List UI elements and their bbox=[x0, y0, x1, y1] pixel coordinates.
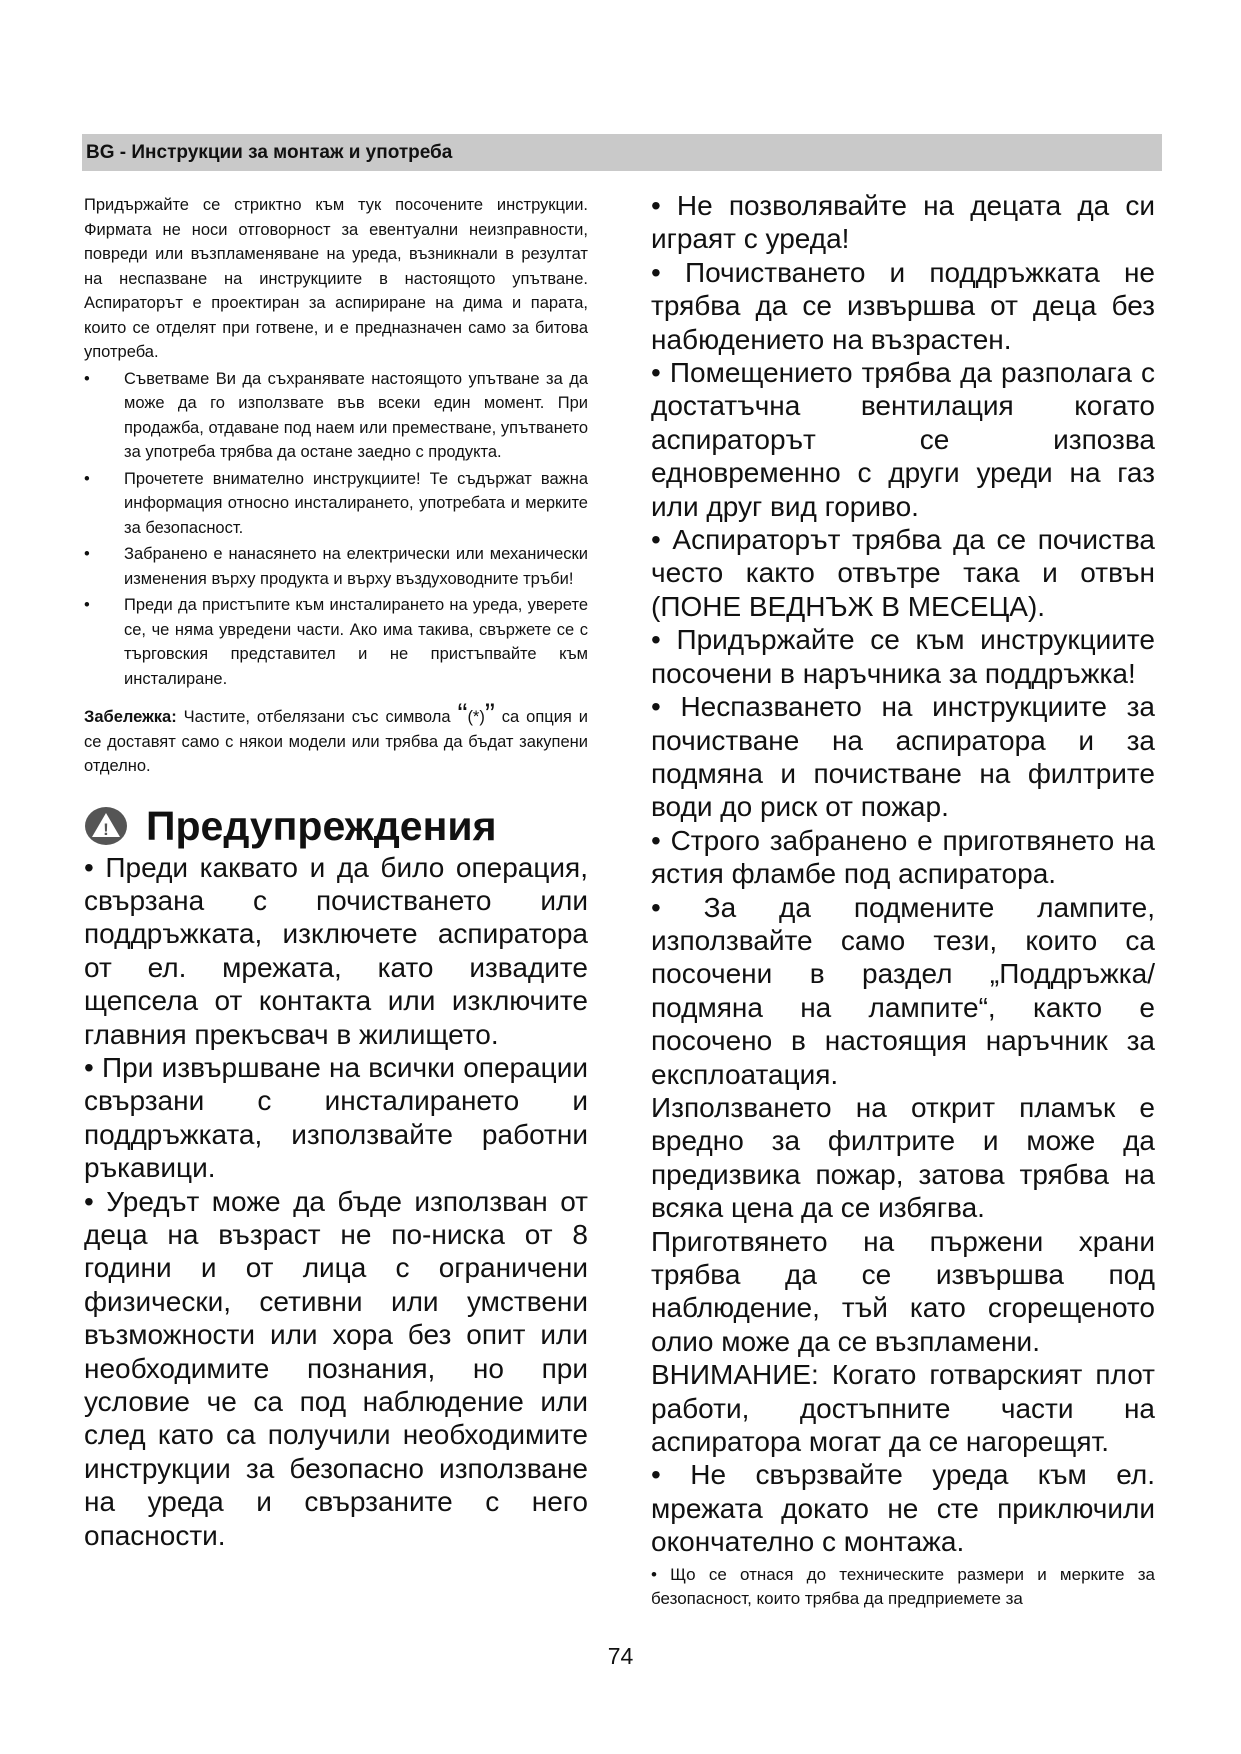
warning-icon bbox=[84, 806, 128, 846]
note-paragraph bbox=[84, 698, 589, 779]
bullet-glyph: • bbox=[84, 369, 90, 388]
bullet-glyph: • bbox=[84, 469, 90, 488]
list-item bbox=[84, 467, 588, 541]
warning-paragraph: • Не позволявайте на децата да си играят с уреда! bbox=[651, 190, 1155, 255]
warning-paragraph: • При извършване на всички операции свързани с инсталирането и поддръжката, използвайте работни ръкавици. bbox=[84, 1051, 588, 1184]
section-header bbox=[82, 134, 1162, 171]
warning-paragraph: • Преди каквато и да било операция, свързана с почистването или поддръжката, изключете аспиратора от ел. мрежата, като извадите щепсела от контакта или изключите главния прекъсвач в жилището. bbox=[84, 851, 588, 1050]
list-item bbox=[84, 593, 588, 691]
list-item-text: Забранено е нанасянето на електрически или механически изменения върху продукта и върху въздуховодните тръби! bbox=[124, 545, 588, 588]
intro-paragraph bbox=[84, 193, 588, 365]
header-title: BG - Инструкции за монтаж и употреба bbox=[86, 142, 453, 163]
warning-paragraph: • Уредът може да бъде използван от деца на възраст не по-ниска от 8 години и от лица с ограничени физически, сетивни или умствени възможности или хора без опит или необходимите познания, но при условие че са под наблюдение или след като са получили необходимите инструкции за безопасно използване на уреда и свързаните с него опасности. bbox=[84, 1185, 588, 1551]
note-text-after: са опция и се доставят само с някои модели или трябва да бъдат закупени отделно. bbox=[84, 708, 589, 775]
warning-paragraph: ВНИМАНИЕ: Когато готварският плот работи, достъпните части на аспиратора могат да се нагорещят. bbox=[651, 1359, 1155, 1458]
bullet-glyph: • bbox=[84, 596, 90, 614]
warnings-heading bbox=[84, 801, 588, 851]
note-text-before: Частите, отбелязани със символа bbox=[183, 708, 451, 726]
left-column bbox=[84, 193, 588, 1552]
list-item bbox=[84, 367, 588, 465]
warning-paragraph: • Почистването и поддръжката не трябва да се извършва от деца без набюдението на възрастен. bbox=[651, 256, 1155, 355]
warning-icon-glyph: ! bbox=[103, 819, 109, 839]
bullet-glyph: • bbox=[84, 545, 90, 563]
small-bullet-list bbox=[84, 367, 588, 692]
intro-text: Придържайте се стриктно към тук посочените инструкции. Фирмата не носи отговорност за евентуални неизправности, повреди или възпламеняване на уреда, възникнали в резултат на неспазване на инструкциите в настоящото упътване. Аспираторът е проектиран за аспириране на дима и парата, които се отделят при готвене, и е предназначен само за битова употреба. bbox=[84, 196, 588, 361]
list-item-text: Преди да пристъпите към инсталирането на уреда, уверете се, че няма увредени части. Ако има такива, свържете се с търговския представител и не пристъпвайте към инсталиране. bbox=[124, 596, 588, 688]
warning-paragraph: • Не свързвайте уреда към ел. мрежата докато не сте приключили окончателно с монтажа. bbox=[651, 1459, 1155, 1558]
warning-paragraph: • Неспазването на инструкциите за почистване на аспиратора и за подмяна и почистване на филтрите води до риск от пожар. bbox=[651, 691, 1155, 823]
warnings-left-text bbox=[84, 851, 588, 1553]
list-item bbox=[84, 542, 588, 591]
warning-paragraph: Използването на открит пламък е вредно за филтрите и може да предизвика пожар, затова трябва на всяка цена да се избягва. bbox=[651, 1091, 1155, 1224]
warning-paragraph: Приготвянето на пържени храни трябва да се извършва под наблюдение, тъй като сгорещеното олио може да се възпламени. bbox=[651, 1225, 1155, 1357]
right-column bbox=[651, 189, 1155, 1612]
note-label: Забележка: bbox=[84, 708, 177, 726]
page-number: 74 bbox=[607, 1643, 634, 1669]
warning-paragraph: • Строго забранено е приготвянето на ястия фламбе под аспиратора. bbox=[651, 824, 1155, 890]
warning-paragraph: • Придържайте се към инструкциите посочени в наръчника за поддръжка! bbox=[651, 624, 1155, 689]
note-close-quote: ” bbox=[484, 698, 495, 731]
note-symbol: (*) bbox=[467, 708, 485, 726]
warnings-right-text bbox=[651, 189, 1155, 1559]
warning-small-paragraph: • Що се отнася до техническите размери и мерките за безопасност, които трябва да предприемете за bbox=[651, 1564, 1155, 1609]
list-item-text: Прочетете внимателно инструкциите! Те съдържат важна информация относно инсталирането, употребата и мерките за безопасност. bbox=[124, 469, 588, 537]
warning-paragraph: • Помещението трябва да разполага с достатъчна вентилация когато аспираторът се изпозва едновременно с други уреди на газ или друг вид гориво. bbox=[651, 357, 1155, 522]
list-item-text: Съветваме Ви да съхранявате настоящото упътване за да може да го използвате във всеки един момент. При продажба, отдаване под наем или преместване, упътването за употреба трябва да остане заедно с продукта. bbox=[124, 369, 588, 461]
warning-paragraph: • За да подмените лампите, използвайте само тези, които са посочени в раздел „Поддръжка/подмяна на лампите“, както е посочено в настоящия наръчник за експлоатация. bbox=[651, 891, 1155, 1090]
warnings-title: Предупреждения bbox=[146, 802, 497, 849]
warning-paragraph: • Аспираторът трябва да се почиства често както отвътре така и отвън (ПОНЕ ВЕДНЪЖ В МЕСЕЦА). bbox=[651, 524, 1155, 622]
note-open-quote: “ bbox=[457, 698, 468, 731]
